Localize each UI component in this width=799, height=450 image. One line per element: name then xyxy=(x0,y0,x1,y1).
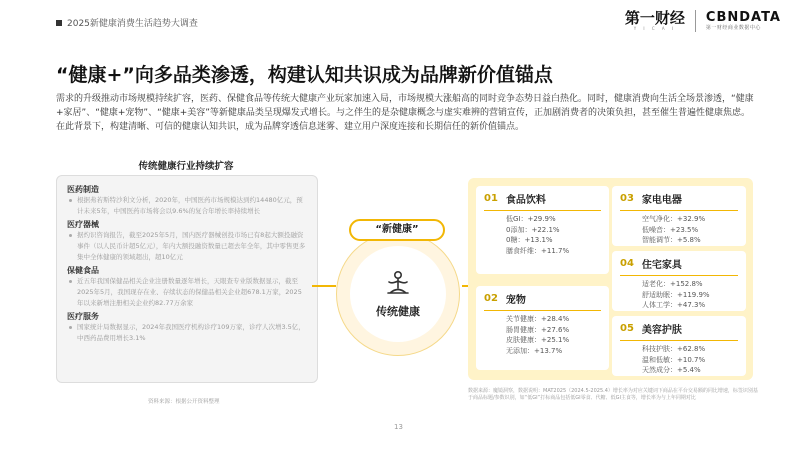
new-health-pill: “新健康” xyxy=(349,219,445,241)
category-beauty-skincare xyxy=(612,316,746,376)
yicai-logo xyxy=(625,11,685,31)
meditation-person-icon xyxy=(383,269,413,299)
report-title-text: 2025新健康消费生活趋势大调查 xyxy=(67,19,198,29)
right-source-note: 数据来源：魔镜洞察，数据说明：MAT2025（2024.5-2025.4）增长率为对应关键词下商品在平台交易额的同比增速，标签识别基于商品标题/参数识别，如“低GI”打标商品包括低GI零食、代糖、低GI主食等，增长率为与上年同期对比 xyxy=(468,388,758,401)
section-bullet: 近五年我国保健品相关企业注册数量逐年增长，天眼查专业版数据显示，截至2025年5月，我国现存在业、存续状态的保健品相关企业超678.1万家，2025年以来新增注册相关企业约82.77万余家 xyxy=(67,276,307,309)
report-title xyxy=(56,16,198,29)
logo-divider xyxy=(695,10,696,32)
traditional-health-panel xyxy=(56,175,318,383)
category-name: 美容护肤 xyxy=(641,325,682,336)
category-item: 0添加：+22.1% xyxy=(506,225,560,234)
category-item: 皮肤健康：+25.1% xyxy=(506,336,570,344)
section-bullet: 国家统计局数据显示，2024年我国医疗机构诊疗109万家，诊疗人次增3.5亿，中西药品费用增长3.1% xyxy=(67,322,307,344)
connector-left xyxy=(312,285,336,287)
cbndata-logo-sub: 第一财经商业数据中心 xyxy=(705,25,761,31)
category-food-beverage xyxy=(476,186,609,274)
category-item: 天然成分：+5.4% xyxy=(642,366,701,374)
category-item: 适老化：+152.8% xyxy=(642,280,703,288)
category-number: 02 xyxy=(484,293,498,304)
center-label: 传统健康 xyxy=(376,305,420,318)
category-item: 0糖：+13.1% xyxy=(506,236,553,244)
category-pets xyxy=(476,286,609,370)
category-item: 关节健康：+28.4% xyxy=(506,315,570,323)
section-title: 保健食品 xyxy=(67,266,99,275)
category-divider xyxy=(620,210,738,211)
section-bullet: 据灼识咨询报告，截至2025年5月，国内医疗器械创投市场已有8起大额投融资事件（以人民币计超5亿元），年内大额投融资数量已超去年全年，其中零售更多集中全体健康的领域超出，超10亿元 xyxy=(67,230,307,263)
page-headline: “健康+”向多品类渗透，构建认知共识成为品牌新价值锚点 xyxy=(56,64,553,86)
cbndata-logo-text: CBNDATA xyxy=(705,10,781,25)
category-item: 低GI：+29.9% xyxy=(506,215,556,223)
category-name: 食品饮料 xyxy=(505,195,546,206)
category-item: 空气净化：+32.9% xyxy=(642,215,706,223)
category-item: 舒适助眠：+119.9% xyxy=(642,290,710,299)
center-inner-circle xyxy=(350,246,446,342)
left-source-note: 资料来源：根据公开资料整理 xyxy=(148,399,220,405)
category-appliances xyxy=(612,186,746,246)
category-item: 膳食纤维：+11.7% xyxy=(506,246,570,255)
category-item: 温和低敏：+10.7% xyxy=(642,355,706,364)
center-circle xyxy=(336,232,460,356)
section-devices xyxy=(67,219,307,263)
category-number: 01 xyxy=(484,193,498,204)
category-number: 05 xyxy=(620,323,634,334)
category-item: 科技护肤：+62.8% xyxy=(642,345,706,353)
category-item: 无添加：+13.7% xyxy=(506,346,563,355)
category-name: 住宅家具 xyxy=(641,260,682,271)
section-medical-services xyxy=(67,311,307,344)
category-item: 人体工学：+47.3% xyxy=(642,301,706,309)
category-number: 04 xyxy=(620,258,634,269)
yicai-logo-sub: Y I C A I xyxy=(633,26,677,31)
category-number: 03 xyxy=(620,193,634,204)
section-bullet: 根据弗若斯特沙利文分析，2020年，中国医药市场规模达到约14480亿元，预计未来5年，中国医药市场将会以9.6%的复合年增长率持续增长 xyxy=(67,195,307,217)
cbndata-logo xyxy=(706,11,781,31)
section-title: 医疗器械 xyxy=(67,220,99,229)
section-title: 医药制造 xyxy=(67,185,99,194)
category-divider xyxy=(484,210,601,211)
section-pharma xyxy=(67,184,307,217)
section-supplements xyxy=(67,265,307,309)
logos xyxy=(625,10,781,32)
top-bar xyxy=(0,0,799,44)
section-title: 医疗服务 xyxy=(67,312,99,321)
category-item: 低噪音：+23.5% xyxy=(642,225,699,234)
category-name: 宠物 xyxy=(505,295,526,306)
square-bullet-icon xyxy=(56,20,62,26)
category-divider xyxy=(620,340,738,341)
category-divider xyxy=(620,275,738,276)
category-divider xyxy=(484,310,601,311)
yicai-logo-text: 第一财经 xyxy=(624,9,685,27)
page-number: 13 xyxy=(394,423,403,431)
category-name: 家电电器 xyxy=(641,195,682,206)
left-panel-title: 传统健康行业持续扩容 xyxy=(138,161,234,172)
category-item: 智能调节：+5.8% xyxy=(642,236,701,244)
category-home-furniture xyxy=(612,251,746,311)
category-item: 肠胃健康：+27.6% xyxy=(506,325,570,334)
intro-paragraph: 需求的升级推动市场规模持续扩容，医药、保健食品等传统大健康产业玩家加速入局，市场规模大涨船高的同时竞争态势日益白热化。同时，健康消费向生活全场景渗透，“健康+家居”、“健康+宠物”、“健康+美容”等新健康品类呈现爆发式增长。与之伴生的是杂健康概念与虚实难辨的营销宣传，正加剧消费者的决策负担，甚至催生普遍性健康焦虑。在此背景下，构建清晰、可信的健康认知共识，成为品牌穿透信息迷雾、建立用户深度连接和长期信任的新价值锚点。 xyxy=(56,94,754,132)
